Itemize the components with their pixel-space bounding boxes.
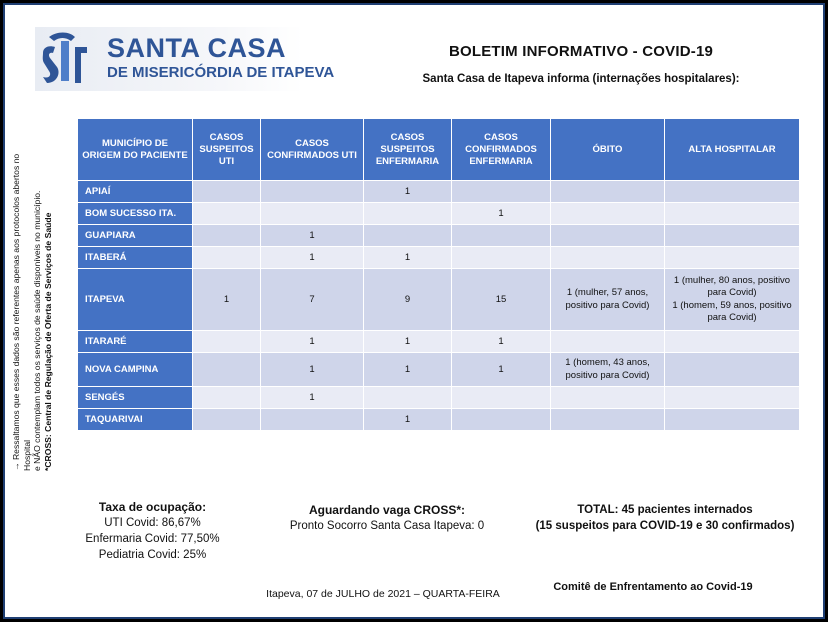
occupancy-rates bbox=[65, 499, 240, 563]
waiting-heading: Aguardando vaga CROSS*: bbox=[308, 503, 466, 517]
cell-susp-enf: 1 bbox=[364, 353, 452, 387]
cell-susp-uti bbox=[193, 247, 261, 269]
cell-conf-uti: 1 bbox=[261, 353, 364, 387]
cell-susp-enf: 9 bbox=[364, 269, 452, 331]
table-row bbox=[78, 331, 800, 353]
cell-conf-uti bbox=[261, 181, 364, 203]
cell-municipio: GUAPIARA bbox=[78, 225, 193, 247]
occupancy-pediatria: Pediatria Covid: 25% bbox=[98, 549, 207, 561]
cell-municipio: BOM SUCESSO ITA. bbox=[78, 203, 193, 225]
bulletin-date: Itapeva, 07 de JULHO de 2021 – QUARTA-FEIRA bbox=[266, 588, 500, 600]
cell-susp-uti bbox=[193, 203, 261, 225]
cell-susp-enf: 1 bbox=[364, 181, 452, 203]
column-header-conf-enf: CASOS CONFIRMADOS ENFERMARIA bbox=[452, 119, 551, 181]
cell-susp-enf bbox=[364, 203, 452, 225]
column-header-municipio: MUNICÍPIO DE ORIGEM DO PACIENTE bbox=[78, 119, 193, 181]
cell-municipio: ITARARÉ bbox=[78, 331, 193, 353]
cell-susp-enf: 1 bbox=[364, 247, 452, 269]
cell-municipio: APIAÍ bbox=[78, 181, 193, 203]
side-disclaimer bbox=[11, 131, 55, 471]
committee-name: Comitê de Enfrentamento ao Covid-19 bbox=[553, 581, 753, 593]
table-row bbox=[78, 203, 800, 225]
cell-alta bbox=[665, 353, 800, 387]
cell-municipio: TAQUARIVAI bbox=[78, 409, 193, 431]
cell-obito bbox=[551, 225, 665, 247]
hospital-logo-mark-icon bbox=[35, 27, 97, 91]
cell-obito bbox=[551, 203, 665, 225]
column-header-susp-uti: CASOS SUSPEITOS UTI bbox=[193, 119, 261, 181]
cell-alta bbox=[665, 247, 800, 269]
cell-alta bbox=[665, 181, 800, 203]
alta-note-2: 1 (homem, 59 anos, positivo para Covid) bbox=[672, 299, 792, 323]
table-row bbox=[78, 353, 800, 387]
cell-conf-uti: 1 bbox=[261, 331, 364, 353]
cell-susp-uti: 1 bbox=[193, 269, 261, 331]
table-row bbox=[78, 247, 800, 269]
cell-susp-uti bbox=[193, 387, 261, 409]
cell-alta bbox=[665, 409, 800, 431]
column-header-obito: ÓBITO bbox=[551, 119, 665, 181]
occupancy-enfermaria: Enfermaria Covid: 77,50% bbox=[85, 533, 220, 545]
cell-obito bbox=[551, 269, 665, 331]
cell-susp-uti bbox=[193, 331, 261, 353]
cell-conf-uti bbox=[261, 203, 364, 225]
cross-waiting bbox=[267, 502, 507, 534]
cell-obito bbox=[551, 331, 665, 353]
cell-susp-uti bbox=[193, 181, 261, 203]
cell-obito bbox=[551, 353, 665, 387]
cell-susp-uti bbox=[193, 409, 261, 431]
waiting-value: Pronto Socorro Santa Casa Itapeva: 0 bbox=[289, 520, 485, 532]
bulletin-page bbox=[3, 3, 825, 619]
total-line-2: (15 suspeitos para COVID-19 e 30 confirmados) bbox=[535, 520, 795, 532]
cell-municipio: SENGÉS bbox=[78, 387, 193, 409]
logo-subtitle: DE MISERICÓRDIA DE ITAPEVA bbox=[107, 64, 335, 81]
occupancy-heading: Taxa de ocupação: bbox=[98, 500, 207, 514]
cell-alta bbox=[665, 225, 800, 247]
cell-conf-enf: 1 bbox=[452, 353, 551, 387]
total-line-1: TOTAL: 45 pacientes internados bbox=[577, 504, 753, 516]
column-header-alta: ALTA HOSPITALAR bbox=[665, 119, 800, 181]
logo-title: SANTA CASA bbox=[107, 33, 286, 63]
table-row bbox=[78, 387, 800, 409]
table-row bbox=[78, 269, 800, 331]
table-header-row bbox=[78, 119, 800, 181]
cell-obito bbox=[551, 247, 665, 269]
cell-conf-uti: 1 bbox=[261, 247, 364, 269]
disclaimer-line-1: → Ressaltamos que esses dados são referentes apenas aos protocolos abertos no Hospital bbox=[11, 153, 32, 471]
cell-susp-enf: 1 bbox=[364, 409, 452, 431]
cell-alta bbox=[665, 269, 800, 331]
column-header-conf-uti: CASOS CONFIRMADOS UTI bbox=[261, 119, 364, 181]
hospitalizations-table bbox=[77, 118, 800, 431]
cell-susp-enf bbox=[364, 225, 452, 247]
cell-conf-enf bbox=[452, 225, 551, 247]
cell-conf-enf: 1 bbox=[452, 331, 551, 353]
total-summary bbox=[515, 502, 815, 534]
hospital-logo bbox=[35, 27, 335, 91]
cell-conf-uti: 1 bbox=[261, 225, 364, 247]
cell-conf-enf: 1 bbox=[452, 203, 551, 225]
page-title: BOLETIM INFORMATIVO - COVID-19 bbox=[448, 43, 714, 60]
cell-susp-enf bbox=[364, 387, 452, 409]
cell-conf-enf: 15 bbox=[452, 269, 551, 331]
page-subtitle: Santa Casa de Itapeva informa (internações hospitalares): bbox=[422, 73, 740, 85]
column-header-susp-enf: CASOS SUSPEITOS ENFERMARIA bbox=[364, 119, 452, 181]
cell-susp-enf: 1 bbox=[364, 331, 452, 353]
table-row bbox=[78, 181, 800, 203]
cell-conf-enf bbox=[452, 181, 551, 203]
obito-note: 1 (homem, 43 anos, positivo para Covid) bbox=[565, 357, 650, 381]
cell-conf-enf bbox=[452, 387, 551, 409]
cell-obito bbox=[551, 387, 665, 409]
cell-alta bbox=[665, 387, 800, 409]
table-row bbox=[78, 409, 800, 431]
cell-conf-uti: 7 bbox=[261, 269, 364, 331]
table-row bbox=[78, 225, 800, 247]
cell-municipio: NOVA CAMPINA bbox=[78, 353, 193, 387]
cross-definition: *CROSS: Central de Regulação de Oferta de Serviços de Saúde bbox=[42, 212, 53, 471]
cell-conf-uti bbox=[261, 409, 364, 431]
disclaimer-line-2: e NÃO contemplam todos os serviços de saúde disponíveis no município. bbox=[32, 190, 42, 471]
cell-conf-uti: 1 bbox=[261, 387, 364, 409]
cell-conf-enf bbox=[452, 247, 551, 269]
occupancy-uti: UTI Covid: 86,67% bbox=[104, 517, 201, 529]
cell-obito bbox=[551, 181, 665, 203]
cell-obito bbox=[551, 409, 665, 431]
cell-municipio: ITABERÁ bbox=[78, 247, 193, 269]
cell-conf-enf bbox=[452, 409, 551, 431]
alta-note-1: 1 (mulher, 80 anos, positivo para Covid) bbox=[673, 274, 791, 298]
cell-susp-uti bbox=[193, 225, 261, 247]
cell-alta bbox=[665, 203, 800, 225]
cell-municipio: ITAPEVA bbox=[78, 269, 193, 331]
cell-susp-uti bbox=[193, 353, 261, 387]
obito-note: 1 (mulher, 57 anos, positivo para Covid) bbox=[565, 287, 650, 311]
cell-alta bbox=[665, 331, 800, 353]
